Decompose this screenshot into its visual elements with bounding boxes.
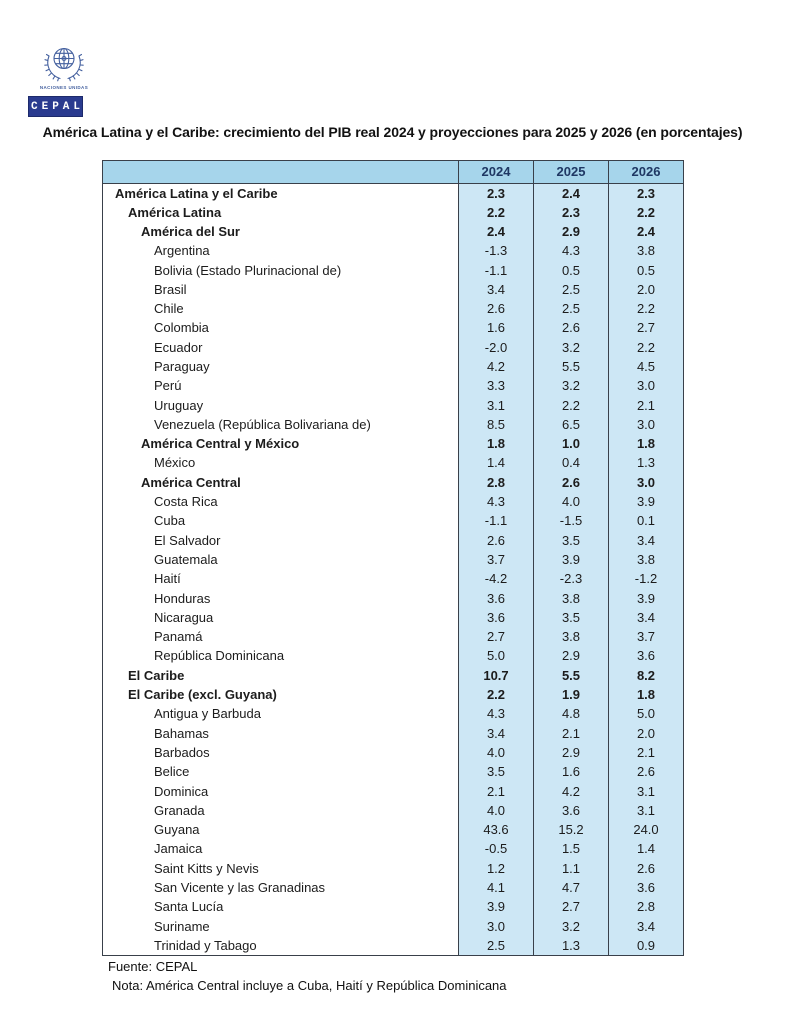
row-value: 1.4 <box>609 840 684 859</box>
table-row <box>103 241 684 260</box>
table-row <box>103 434 684 453</box>
row-value: 2.2 <box>609 203 684 222</box>
row-label: Dominica <box>103 782 459 801</box>
row-value: 3.5 <box>534 531 609 550</box>
row-value: 2.6 <box>609 859 684 878</box>
row-value: 3.4 <box>609 531 684 550</box>
row-value: 2.6 <box>459 531 534 550</box>
row-label: San Vicente y las Granadinas <box>103 878 459 897</box>
table-row <box>103 878 684 897</box>
table-row <box>103 492 684 511</box>
row-value: 5.5 <box>534 357 609 376</box>
row-value: 3.9 <box>534 550 609 569</box>
table-row <box>103 859 684 878</box>
row-value: 2.6 <box>534 319 609 338</box>
table-row <box>103 396 684 415</box>
row-value: 2.1 <box>609 396 684 415</box>
row-value: 4.1 <box>459 878 534 897</box>
table-row <box>103 319 684 338</box>
row-label: Panamá <box>103 627 459 646</box>
row-value: -0.5 <box>459 840 534 859</box>
row-value: 1.8 <box>609 434 684 453</box>
row-value: 2.1 <box>534 724 609 743</box>
row-value: 3.4 <box>609 608 684 627</box>
row-value: 2.7 <box>459 627 534 646</box>
row-value: 2.2 <box>534 396 609 415</box>
row-value: 0.5 <box>609 261 684 280</box>
table-row <box>103 261 684 280</box>
row-label: Guyana <box>103 820 459 839</box>
row-label: El Salvador <box>103 531 459 550</box>
row-value: 3.2 <box>534 376 609 395</box>
row-value: 3.0 <box>459 917 534 936</box>
row-value: 1.5 <box>534 840 609 859</box>
row-label: Nicaragua <box>103 608 459 627</box>
table-row <box>103 936 684 955</box>
row-value: 1.8 <box>459 434 534 453</box>
row-value: 1.0 <box>534 434 609 453</box>
row-value: 0.9 <box>609 936 684 955</box>
row-value: 15.2 <box>534 820 609 839</box>
row-label: Bahamas <box>103 724 459 743</box>
row-value: 2.7 <box>609 319 684 338</box>
row-label: América Central <box>103 473 459 492</box>
row-value: 4.0 <box>534 492 609 511</box>
row-value: 3.8 <box>534 589 609 608</box>
row-value: 2.3 <box>534 203 609 222</box>
row-value: 2.6 <box>459 299 534 318</box>
row-value: 2.5 <box>459 936 534 955</box>
row-value: 2.1 <box>459 782 534 801</box>
row-value: -2.0 <box>459 338 534 357</box>
row-label: Colombia <box>103 319 459 338</box>
row-value: 2.2 <box>459 685 534 704</box>
source-note: Fuente: CEPAL <box>108 959 198 974</box>
row-label: México <box>103 454 459 473</box>
row-value: -1.5 <box>534 512 609 531</box>
row-value: 1.6 <box>534 762 609 781</box>
table-row <box>103 376 684 395</box>
row-value: 2.5 <box>534 280 609 299</box>
cepal-logo: CEPAL <box>28 96 83 117</box>
table-row <box>103 647 684 666</box>
row-value: 3.0 <box>609 473 684 492</box>
row-value: 3.0 <box>609 415 684 434</box>
table-row <box>103 840 684 859</box>
row-value: 0.4 <box>534 454 609 473</box>
row-value: 5.0 <box>459 647 534 666</box>
row-label: El Caribe <box>103 666 459 685</box>
row-value: 3.9 <box>609 589 684 608</box>
row-label: Argentina <box>103 241 459 260</box>
table-row <box>103 473 684 492</box>
row-value: 4.0 <box>459 801 534 820</box>
row-value: 3.6 <box>534 801 609 820</box>
year-column-header-2024: 2024 <box>459 161 534 184</box>
table-row <box>103 550 684 569</box>
row-value: 10.7 <box>459 666 534 685</box>
row-label: Haití <box>103 569 459 588</box>
row-value: 3.7 <box>459 550 534 569</box>
row-label: Belice <box>103 762 459 781</box>
row-value: 2.8 <box>459 473 534 492</box>
row-value: 4.0 <box>459 743 534 762</box>
row-value: 4.5 <box>609 357 684 376</box>
row-value: 2.5 <box>534 299 609 318</box>
row-value: 3.1 <box>609 801 684 820</box>
row-value: 3.8 <box>534 627 609 646</box>
row-value: 3.4 <box>459 280 534 299</box>
row-label: América Central y México <box>103 434 459 453</box>
row-value: 3.9 <box>459 897 534 916</box>
row-label: Guatemala <box>103 550 459 569</box>
row-value: 3.8 <box>609 241 684 260</box>
row-value: 3.6 <box>609 647 684 666</box>
row-value: 2.0 <box>609 280 684 299</box>
row-value: 2.4 <box>459 222 534 241</box>
row-value: -1.3 <box>459 241 534 260</box>
row-value: 2.7 <box>534 897 609 916</box>
row-value: 3.3 <box>459 376 534 395</box>
row-value: 2.4 <box>534 184 609 203</box>
table-row <box>103 705 684 724</box>
row-value: 5.0 <box>609 705 684 724</box>
table-row <box>103 801 684 820</box>
row-label: Jamaica <box>103 840 459 859</box>
row-label: Venezuela (República Bolivariana de) <box>103 415 459 434</box>
table-row <box>103 685 684 704</box>
table-row <box>103 203 684 222</box>
row-label: Barbados <box>103 743 459 762</box>
row-value: 4.2 <box>459 357 534 376</box>
table-row <box>103 782 684 801</box>
row-value: 2.2 <box>459 203 534 222</box>
gdp-table <box>102 160 684 956</box>
row-label: Costa Rica <box>103 492 459 511</box>
row-value: 3.7 <box>609 627 684 646</box>
table-row <box>103 184 684 203</box>
table-row <box>103 743 684 762</box>
row-value: 2.0 <box>609 724 684 743</box>
row-value: 6.5 <box>534 415 609 434</box>
row-value: 3.8 <box>609 550 684 569</box>
row-value: 3.6 <box>459 589 534 608</box>
row-value: 2.9 <box>534 222 609 241</box>
row-label: Antigua y Barbuda <box>103 705 459 724</box>
row-value: -2.3 <box>534 569 609 588</box>
row-value: 3.1 <box>609 782 684 801</box>
un-logo-caption: NACIONES UNIDAS <box>39 85 89 90</box>
row-label: Honduras <box>103 589 459 608</box>
row-label: Chile <box>103 299 459 318</box>
row-value: -1.1 <box>459 512 534 531</box>
row-value: 3.2 <box>534 917 609 936</box>
row-value: 1.3 <box>534 936 609 955</box>
row-value: -1.2 <box>609 569 684 588</box>
row-label: Paraguay <box>103 357 459 376</box>
row-value: 2.6 <box>609 762 684 781</box>
row-value: 5.5 <box>534 666 609 685</box>
row-value: 2.8 <box>609 897 684 916</box>
un-emblem-icon <box>42 44 86 84</box>
row-value: 1.9 <box>534 685 609 704</box>
row-value: 43.6 <box>459 820 534 839</box>
row-value: 1.8 <box>609 685 684 704</box>
row-value: 4.8 <box>534 705 609 724</box>
table-row <box>103 531 684 550</box>
row-value: 2.2 <box>609 338 684 357</box>
row-value: 8.5 <box>459 415 534 434</box>
gdp-table-container <box>102 160 684 956</box>
table-row <box>103 222 684 241</box>
row-value: 2.9 <box>534 647 609 666</box>
table-body <box>103 184 684 956</box>
row-value: 1.2 <box>459 859 534 878</box>
row-value: -1.1 <box>459 261 534 280</box>
table-row <box>103 512 684 531</box>
table-row <box>103 820 684 839</box>
table-row <box>103 415 684 434</box>
row-label: América del Sur <box>103 222 459 241</box>
row-value: 4.3 <box>459 492 534 511</box>
table-row <box>103 897 684 916</box>
row-value: 3.6 <box>459 608 534 627</box>
row-label: Santa Lucía <box>103 897 459 916</box>
row-value: 1.4 <box>459 454 534 473</box>
row-value: 2.4 <box>609 222 684 241</box>
table-row <box>103 338 684 357</box>
table-row <box>103 357 684 376</box>
row-value: 1.1 <box>534 859 609 878</box>
row-value: 8.2 <box>609 666 684 685</box>
row-value: 3.9 <box>609 492 684 511</box>
row-value: 1.3 <box>609 454 684 473</box>
row-label: Suriname <box>103 917 459 936</box>
row-value: 2.1 <box>609 743 684 762</box>
row-label: El Caribe (excl. Guyana) <box>103 685 459 704</box>
logo-block <box>26 44 102 117</box>
row-value: 0.1 <box>609 512 684 531</box>
table-row <box>103 299 684 318</box>
row-value: 3.5 <box>459 762 534 781</box>
row-label: América Latina y el Caribe <box>103 184 459 203</box>
row-label: Brasil <box>103 280 459 299</box>
row-label: Uruguay <box>103 396 459 415</box>
table-row <box>103 762 684 781</box>
row-value: 2.2 <box>609 299 684 318</box>
row-value: 3.4 <box>609 917 684 936</box>
table-row <box>103 666 684 685</box>
row-value: 3.1 <box>459 396 534 415</box>
row-label: Ecuador <box>103 338 459 357</box>
row-value: 2.3 <box>609 184 684 203</box>
table-row <box>103 608 684 627</box>
table-row <box>103 724 684 743</box>
table-header-row <box>103 161 684 184</box>
table-row <box>103 280 684 299</box>
row-value: 3.2 <box>534 338 609 357</box>
row-label: Granada <box>103 801 459 820</box>
year-column-header-2026: 2026 <box>609 161 684 184</box>
row-value: 0.5 <box>534 261 609 280</box>
table-row <box>103 454 684 473</box>
row-value: 3.6 <box>609 878 684 897</box>
year-column-header-2025: 2025 <box>534 161 609 184</box>
table-row <box>103 627 684 646</box>
row-value: 2.6 <box>534 473 609 492</box>
row-label: Bolivia (Estado Plurinacional de) <box>103 261 459 280</box>
corner-header-cell <box>103 161 459 184</box>
row-value: 4.3 <box>534 241 609 260</box>
row-value: 3.4 <box>459 724 534 743</box>
row-value: 4.3 <box>459 705 534 724</box>
row-value: 1.6 <box>459 319 534 338</box>
row-label: Perú <box>103 376 459 395</box>
row-label: Cuba <box>103 512 459 531</box>
row-label: América Latina <box>103 203 459 222</box>
table-row <box>103 917 684 936</box>
row-value: 24.0 <box>609 820 684 839</box>
row-value: 4.2 <box>534 782 609 801</box>
row-label: Saint Kitts y Nevis <box>103 859 459 878</box>
row-value: 4.7 <box>534 878 609 897</box>
row-value: 3.0 <box>609 376 684 395</box>
table-row <box>103 569 684 588</box>
row-label: República Dominicana <box>103 647 459 666</box>
table-row <box>103 589 684 608</box>
row-value: -4.2 <box>459 569 534 588</box>
row-value: 2.9 <box>534 743 609 762</box>
page-title: América Latina y el Caribe: crecimiento del PIB real 2024 y proyecciones para 2025 y 2026 (en porcentajes) <box>42 124 743 140</box>
row-value: 3.5 <box>534 608 609 627</box>
row-value: 2.3 <box>459 184 534 203</box>
methodology-note: Nota: América Central incluye a Cuba, Haití y República Dominicana <box>112 978 507 993</box>
row-label: Trinidad y Tabago <box>103 936 459 955</box>
